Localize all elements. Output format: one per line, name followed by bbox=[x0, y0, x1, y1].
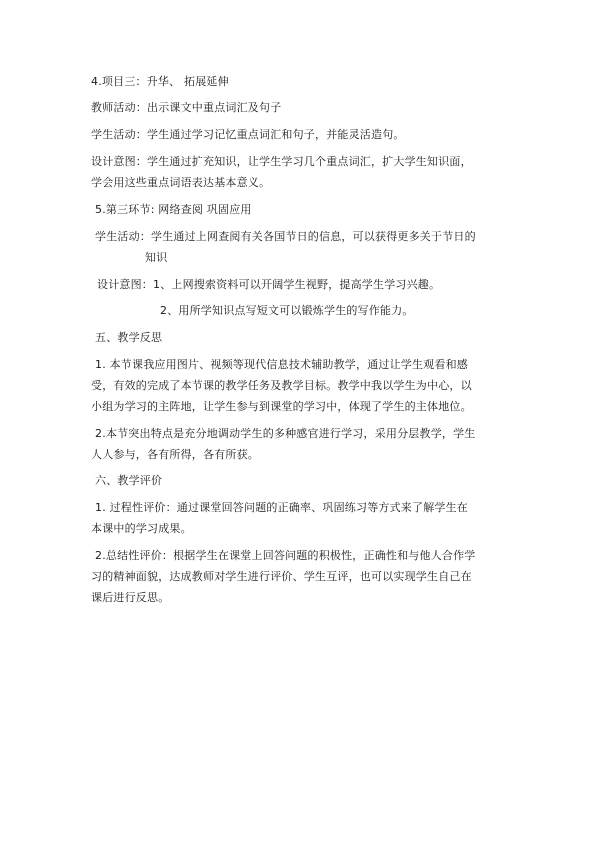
reflection-point-1-line-3: 小组为学习的主阵地，让学生参与到课堂的学习中，体现了学生的主体地位。 bbox=[91, 400, 472, 413]
teacher-activity: 教师活动：出示课文中重点词汇及句子 bbox=[91, 101, 282, 114]
evaluation-point-1-line-1: 1. 过程性评价：通过课堂回答问题的正确率、巩固练习等方式来了解学生在 bbox=[95, 501, 468, 514]
evaluation-point-1-line-2: 本课中的学习成果。 bbox=[91, 522, 192, 535]
third-section-heading: 5.第三环节: 网络查阅 巩固应用 bbox=[95, 203, 252, 216]
design-intent-2-item-1: 设计意图：1、上网搜索资料可以开阔学生视野，提高学生学习兴趣。 bbox=[97, 278, 441, 291]
reflection-heading: 五、教学反思 bbox=[95, 331, 163, 344]
project-three-heading: 4.项目三：升华、 拓展延伸 bbox=[91, 75, 229, 88]
evaluation-point-2-line-2: 习的精神面貌，达成教师对学生进行评价、学生互评，也可以实现学生自己在 bbox=[91, 570, 472, 583]
design-intent-line-2: 学会用这些重点词语表达基本意义。 bbox=[91, 176, 271, 189]
evaluation-point-2-line-3: 课后进行反思。 bbox=[91, 591, 170, 604]
reflection-point-1-line-1: 1. 本节课我应用图片、视频等现代信息技术辅助教学，通过让学生观看和感 bbox=[95, 358, 468, 371]
student-activity-2-line-1: 学生活动：学生通过上网查阅有关各国节日的信息，可以获得更多关于节日的 bbox=[95, 230, 476, 243]
evaluation-heading: 六、教学评价 bbox=[95, 474, 163, 487]
reflection-point-1-line-2: 受，有效的完成了本节课的教学任务及教学目标。教学中我以学生为中心，以 bbox=[91, 379, 472, 392]
design-intent-2-item-2: 2、用所学知识点写短文可以锻炼学生的写作能力。 bbox=[160, 304, 414, 317]
reflection-point-2-line-2: 人人参与，各有所得，各有所获。 bbox=[91, 448, 259, 461]
design-intent-line-1: 设计意图：学生通过扩充知识，让学生学习几个重点词汇，扩大学生知识面， bbox=[91, 155, 472, 168]
reflection-point-2-line-1: 2.本节突出特点是充分地调动学生的多种感官进行学习，采用分层教学，学生 bbox=[95, 427, 476, 440]
evaluation-point-2-line-1: 2.总结性评价：根据学生在课堂上回答问题的积极性，正确性和与他人合作学 bbox=[95, 549, 476, 562]
student-activity-2-line-2: 知识 bbox=[145, 251, 168, 264]
student-activity: 学生活动：学生通过学习记忆重点词汇和句子，并能灵活造句。 bbox=[91, 128, 405, 141]
